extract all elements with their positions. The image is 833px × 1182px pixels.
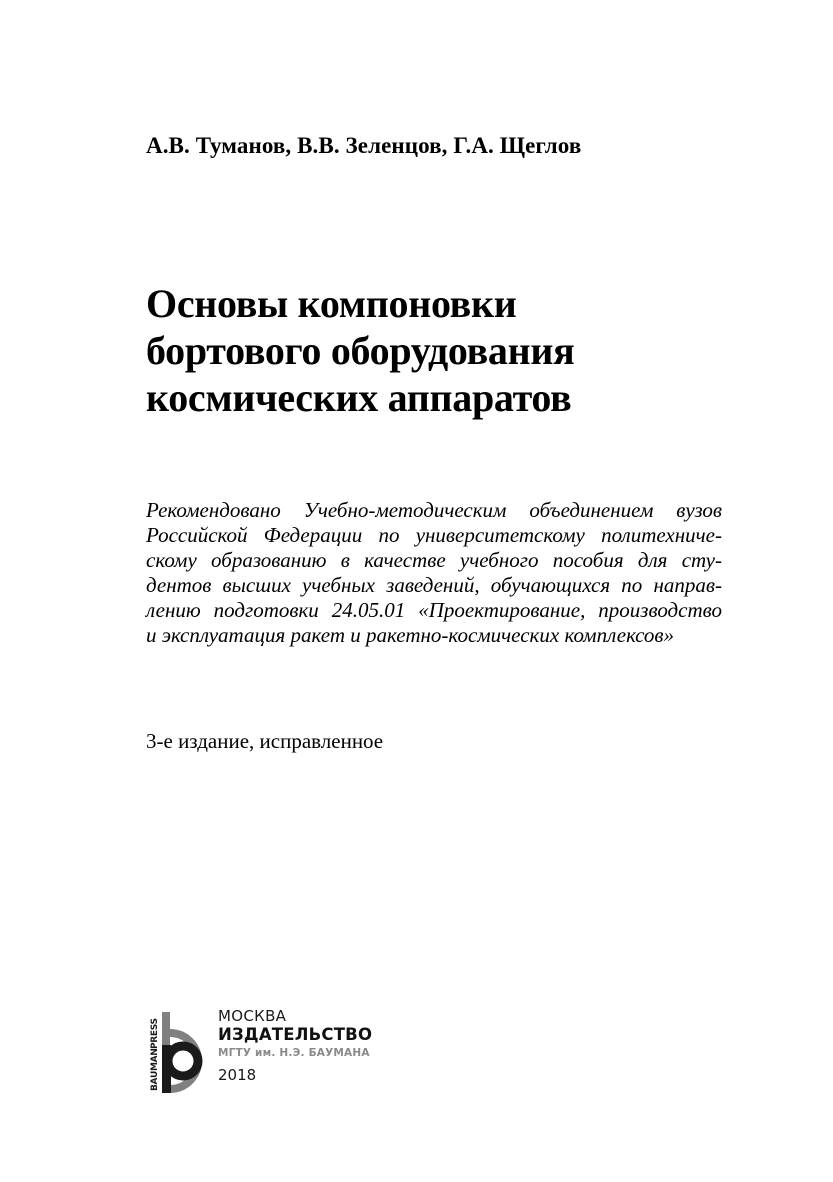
recommendation-line: дентов высших учебных заведений, обучающихся по направ- — [146, 573, 722, 597]
title-line: бортового оборудования — [146, 328, 575, 373]
recommendation-line: скому образованию в качестве учебного пособия для сту- — [146, 548, 722, 572]
recommendation-text — [146, 498, 722, 648]
recommendation-line: и эксплуатация ракет и ракетно-космических комплексов» — [146, 623, 675, 647]
publication-year: 2018 — [218, 1066, 257, 1084]
svg-text:PRESS: PRESS — [150, 1018, 160, 1049]
publisher-name: ИЗДАТЕЛЬСТВО — [218, 1025, 373, 1044]
title-line: Основы компоновки — [146, 281, 517, 326]
edition-note: 3-е издание, исправленное — [146, 729, 384, 753]
book-title — [146, 280, 574, 421]
publisher-city: МОСКВА — [218, 1007, 287, 1025]
recommendation-line: лению подготовки 24.05.01 «Проектирование, производство — [146, 598, 722, 622]
publisher-block — [145, 1005, 405, 1095]
recommendation-line: Российской Федерации по университетскому политехниче- — [146, 523, 722, 547]
authors: А.В. Туманов, В.В. Зеленцов, Г.А. Щеглов — [146, 133, 582, 158]
svg-text:BAUMAN: BAUMAN — [150, 1048, 160, 1091]
publisher-subname: МГТУ им. Н.Э. БАУМАНА — [218, 1047, 370, 1059]
title-line: космических аппаратов — [146, 375, 572, 420]
recommendation-line: Рекомендовано Учебно-методическим объединением вузов — [146, 498, 722, 522]
bauman-press-logo-icon — [145, 1005, 213, 1095]
